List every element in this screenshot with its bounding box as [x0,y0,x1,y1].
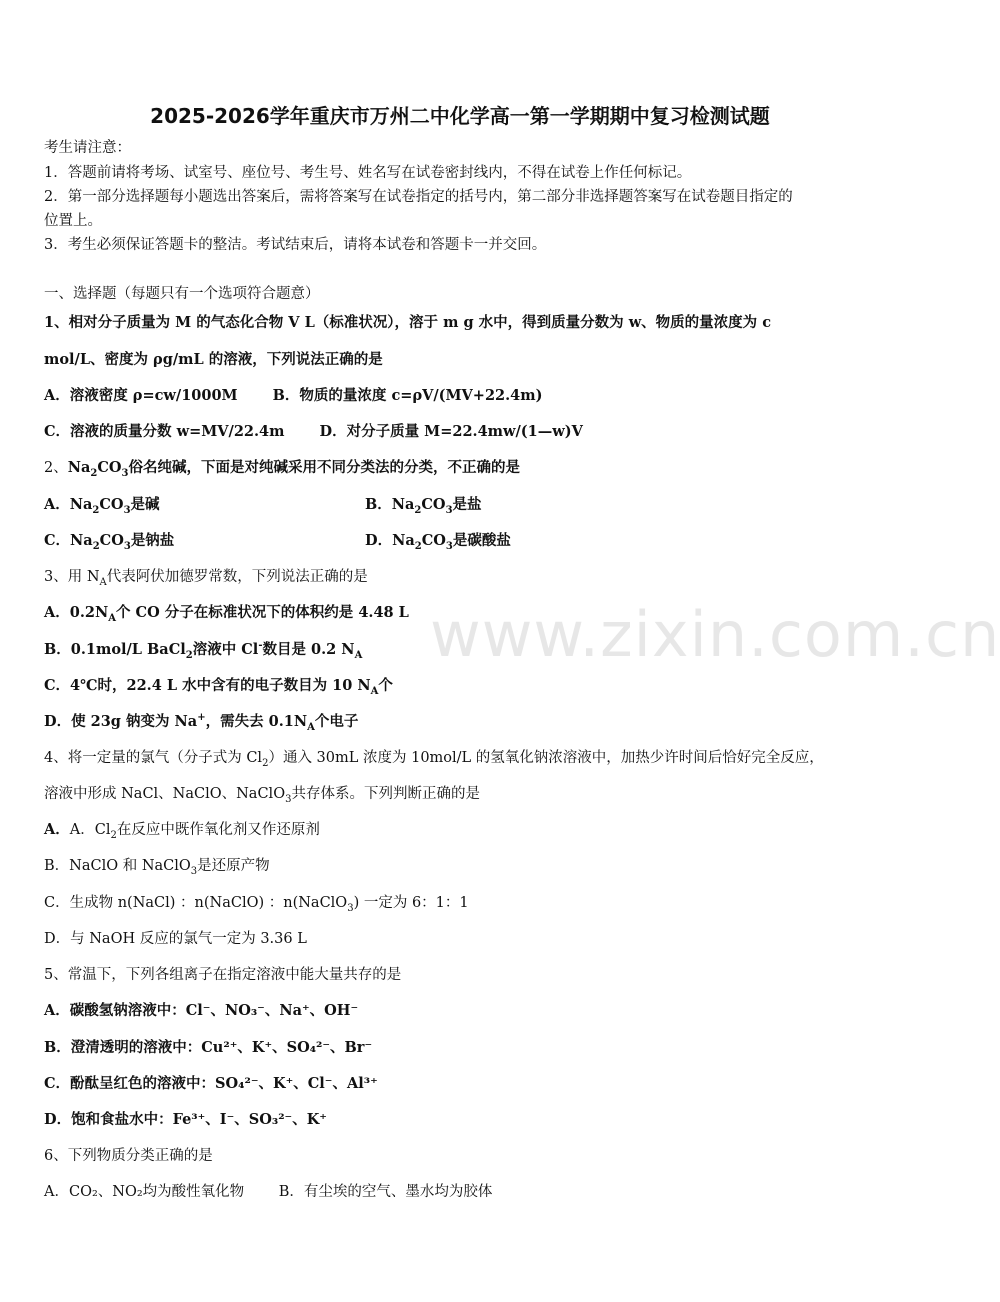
q2-options-cd [44,531,884,551]
q1-options-ab [44,386,542,406]
q2-option-b: B．$Na_2CO_3$是盐 [365,496,482,516]
q2-stem-text: 俗名纯碱，下面是对纯碱采用不同分类法的分类，不正确的是 [128,459,520,476]
q5-option-a: A．碳酸氢钠溶液中：Cl⁻、NO₃⁻、Na⁺、OH⁻ [44,1002,359,1019]
q4-option-a: A．A．$Cl_2$在反应中既作氧化剂又作还原剂 [44,821,320,841]
q1-option-a: A．溶液密度 ρ=cw/1000M [44,387,238,404]
q1-option-d: D．对分子质量 M=22.4mw/(1—w)V [319,423,583,440]
q2-formula-na: Na [67,459,91,476]
watermark: www.zixin.com.cn [430,598,1000,671]
q3-stem: 3、用 $N_A$代表阿伏加德罗常数，下列说法正确的是 [44,569,368,588]
q4-option-c: C．生成物 n(NaCl) ：n(NaClO) ：n(NaClO$_3$) 一定为 6：1：1 [44,895,469,914]
q3-option-d: D．使 23g 钠变为 Na+，需失去 $0.1N_A$个电子 [44,712,359,733]
page-title: 2025-2026学年重庆市万州二中化学高一第一学期期中复习检测试题 [150,104,770,128]
q5-option-b: B．澄清透明的溶液中：Cu²⁺、K⁺、SO₄²⁻、Br⁻ [44,1039,373,1056]
q4-stem-line1: 4、将一定量的氯气（分子式为 $Cl_2$）通入 30mL 浓度为 10mol/L 的氢氧化钠浓溶液中，加热少许时间后恰好完全反应， [44,750,824,769]
q5-option-d: D．饱和食盐水中：Fe³⁺、I⁻、SO₃²⁻、K⁺ [44,1111,327,1128]
q1-options-cd [44,422,583,442]
notice-heading: 考生请注意： [44,140,131,156]
q1-stem-line2: mol/L、密度为 ρg/mL 的溶液，下列说法正确的是 [44,351,383,368]
q2-sub-2: 2 [90,467,98,479]
q3-option-b: B．0.1mol/L BaCl$_2$溶液中 Cl-数目是 0.2 $N_A$ [44,640,363,661]
q6-options-ab [44,1182,492,1202]
q2-option-a: A．$Na_2CO_3$是碱 [44,496,160,516]
q2-option-c: C．$Na_2CO_3$是钠盐 [44,532,175,552]
q2-stem [44,458,520,478]
q2-formula-co: CO [97,459,122,476]
q5-stem: 5、常温下，下列各组离子在指定溶液中能大量共存的是 [44,967,402,983]
q5-option-c: C．酚酞呈红色的溶液中：SO₄²⁻、K⁺、Cl⁻、Al³⁺ [44,1075,378,1092]
q3-option-a: A．$0.2N_A$个 CO 分子在标准状况下的体积约是 4.48 L [44,604,409,624]
q3-option-c: C．4℃时，22.4 L 水中含有的电子数目为 10 $N_A$个 [44,677,393,697]
q1-stem-line1: 1、相对分子质量为 M 的气态化合物 V L（标准状况），溶于 m g 水中，得到质量分数为 w、物质的量浓度为 c [44,314,772,331]
q4-option-d: D．与 NaOH 反应的氯气一定为 3.36 L [44,931,307,947]
q2-sub-3: 3 [121,467,129,479]
notice-item-2-cont: 位置上。 [44,213,102,229]
q6-option-b: B．有尘埃的空气、墨水均为胶体 [278,1184,493,1200]
section-heading: 一、选择题（每题只有一个选项符合题意） [44,286,320,302]
q4-option-b: B．NaClO 和 NaClO$_3$是还原产物 [44,858,270,877]
notice-item-3: 3．考生必须保证答题卡的整洁。考试结束后，请将本试卷和答题卡一并交回。 [44,237,547,253]
notice-item-2: 2．第一部分选择题每小题选出答案后，需将答案写在试卷指定的括号内，第二部分非选择题答案写在试卷题目指定的 [44,189,793,205]
q1-option-c: C．溶液的质量分数 w=MV/22.4m [44,423,285,440]
q6-stem: 6、下列物质分类正确的是 [44,1148,213,1164]
q4-stem-line2: 溶液中形成 NaCl、NaClO、NaClO$_3$共存体系。下列判断正确的是 [44,786,480,805]
q1-option-b: B．物质的量浓度 c=ρV/(MV+22.4m) [272,387,543,404]
q2-option-d: D．$Na_2CO_3$是碳酸盐 [365,532,511,552]
notice-item-1: 1．答题前请将考场、试室号、座位号、考生号、姓名写在试卷密封线内，不得在试卷上作任何标记。 [44,165,692,181]
q2-options-ab [44,495,884,515]
q2-number: 2、 [44,460,68,476]
q6-option-a: A．CO₂、NO₂均为酸性氧化物 [44,1184,245,1200]
